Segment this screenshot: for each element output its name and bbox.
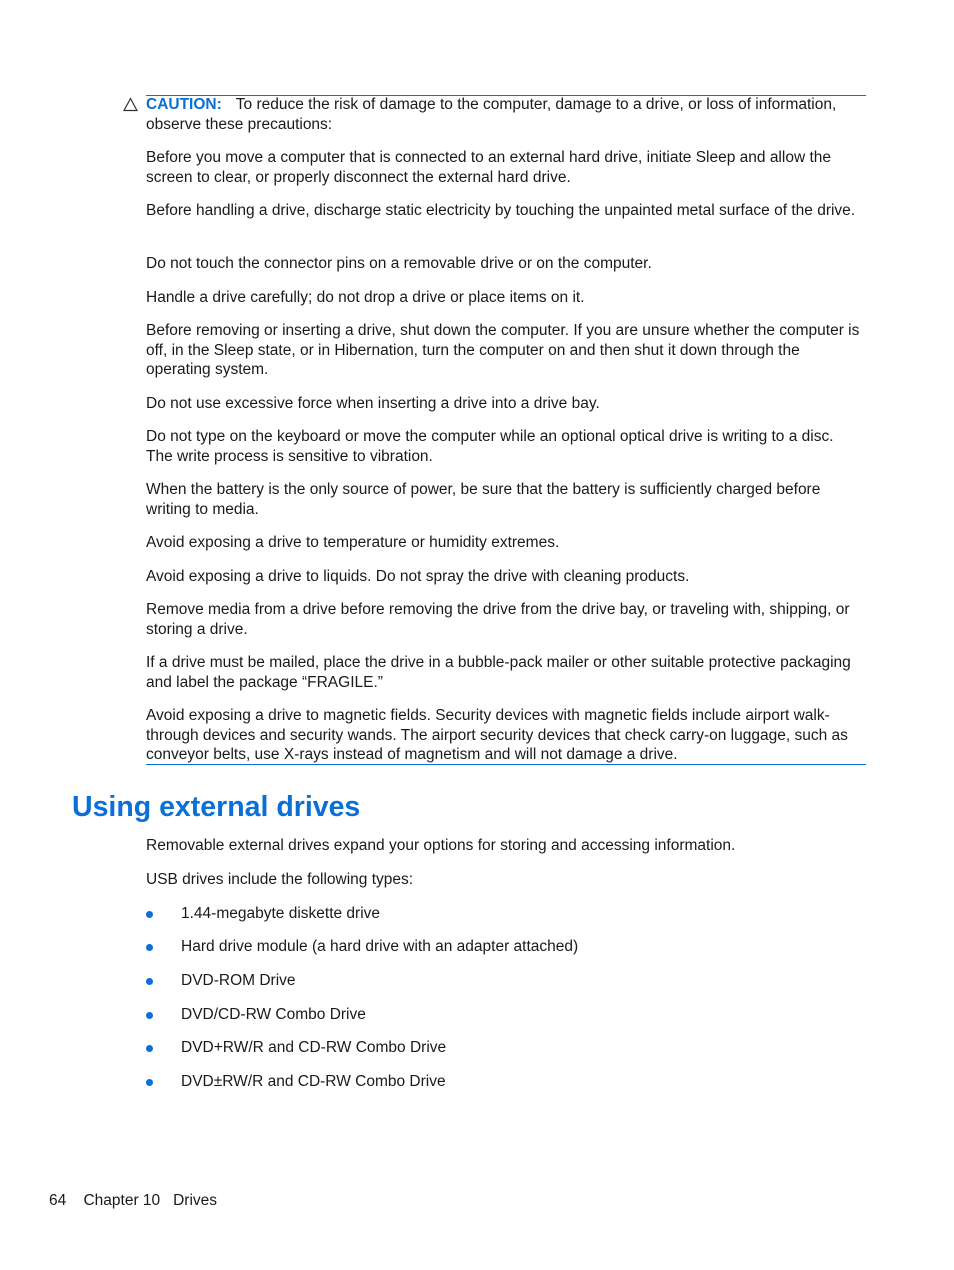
bullet-icon (146, 944, 153, 951)
chapter-title: Drives (173, 1192, 218, 1209)
caution-item-4: Handle a drive carefully; do not drop a drive or place items on it. (146, 289, 585, 306)
list-item-text: Hard drive module (a hard drive with an adapter attached) (181, 938, 579, 955)
caution-item-10: Avoid exposing a drive to liquids. Do not spray the drive with cleaning products. (146, 568, 690, 585)
bullet-icon (146, 978, 153, 985)
caution-item-13: Avoid exposing a drive to magnetic fields. Security devices with magnetic fields include airport walk-through devices and security wands. The airport security devices that check carry-on luggage, such as conveyor belts, use X-rays instead of magnetism and will not damage a drive. (146, 707, 848, 763)
caution-item-12: If a drive must be mailed, place the drive in a bubble-pack mailer or other suitable protective packaging and label the package “FRAGILE.” (146, 654, 851, 691)
list-intro: USB drives include the following types: (146, 871, 414, 888)
caution-intro-text: To reduce the risk of damage to the computer, damage to a drive, or loss of information, observe these precautions: (146, 96, 837, 133)
list-item-text: DVD+RW/R and CD-RW Combo Drive (181, 1039, 447, 1056)
page-number: 64 (49, 1192, 67, 1209)
list-item-text: DVD/CD-RW Combo Drive (181, 1006, 366, 1023)
bullet-icon (146, 1012, 153, 1019)
caution-item-8: When the battery is the only source of power, be sure that the battery is sufficiently charged before writing to media. (146, 481, 821, 518)
list-item-text: DVD-ROM Drive (181, 972, 296, 989)
caution-intro (146, 95, 862, 134)
bullet-icon (146, 1079, 153, 1086)
caution-item-11: Remove media from a drive before removing the drive from the drive bay, or traveling with, shipping, or storing a drive. (146, 601, 850, 638)
chapter-label: Chapter 10 (83, 1192, 161, 1209)
section-intro: Removable external drives expand your options for storing and accessing information. (146, 837, 736, 854)
caution-item-5: Before removing or inserting a drive, shut down the computer. If you are unsure whether the computer is off, in the Sleep state, or in Hibernation, turn the computer on and then shut it down through the operating system. (146, 322, 860, 378)
caution-triangle-icon (123, 97, 138, 112)
section-heading: Using external drives (72, 791, 361, 823)
caution-item-7: Do not type on the keyboard or move the computer while an optional optical drive is writing to a disc. The write process is sensitive to vibration. (146, 428, 834, 465)
caution-item-6: Do not use excessive force when inserting a drive into a drive bay. (146, 395, 600, 412)
bullet-icon (146, 911, 153, 918)
caution-label: CAUTION: (146, 96, 222, 113)
caution-item-9: Avoid exposing a drive to temperature or humidity extremes. (146, 534, 560, 551)
bullet-icon (146, 1045, 153, 1052)
page-footer (49, 1191, 217, 1211)
caution-item-1: Before you move a computer that is connected to an external hard drive, initiate Sleep and allow the screen to clear, or properly disconnect the external hard drive. (146, 149, 831, 186)
caution-item-3: Do not touch the connector pins on a removable drive or on the computer. (146, 255, 652, 272)
caution-item-2: Before handling a drive, discharge static electricity by touching the unpainted metal surface of the drive. (146, 202, 856, 219)
list-item-text: 1.44-megabyte diskette drive (181, 905, 381, 922)
list-item-text: DVD±RW/R and CD-RW Combo Drive (181, 1073, 446, 1090)
